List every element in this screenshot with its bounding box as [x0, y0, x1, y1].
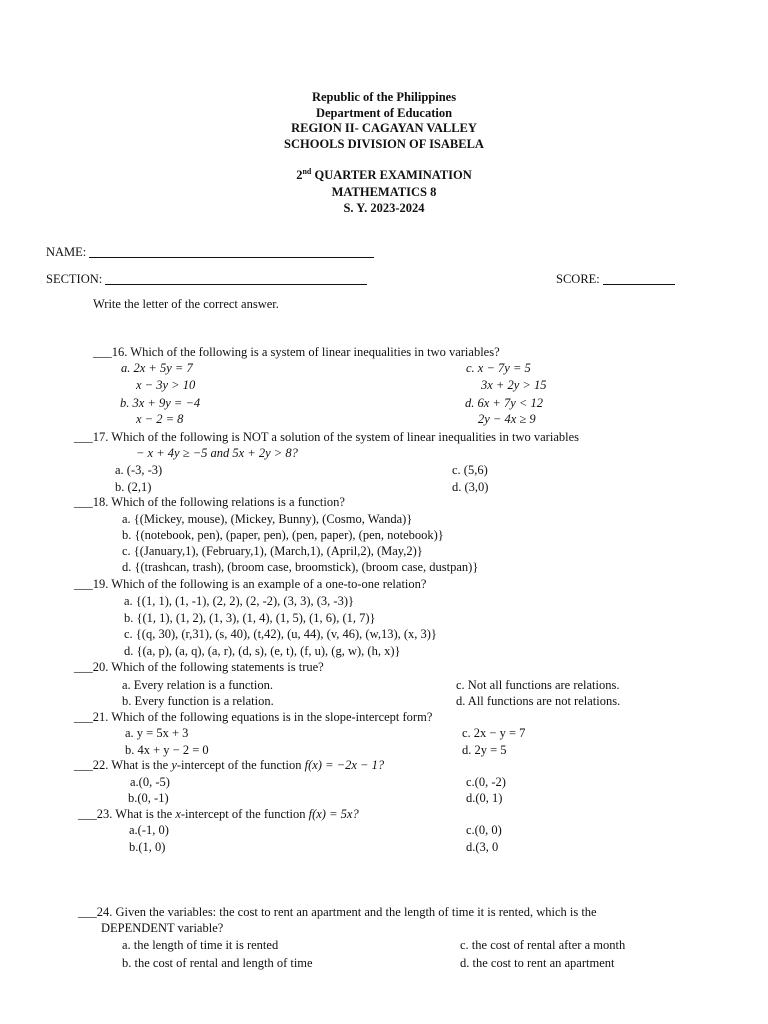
q23-option-d: d.(3, 0 [466, 840, 499, 854]
q19-option-d: d. {(a, p), (a, q), (a, r), (d, s), (e, t), (f, u), (g, w), (h, x)} [124, 644, 401, 658]
q22-stem-pre: ___22. What is the [74, 758, 172, 772]
q22-option-b: b.(0, -1) [128, 791, 169, 805]
q16-option-c-line2: 3x + 2y > 15 [481, 378, 547, 392]
q23-stem-fn: f(x) = 5x? [308, 807, 359, 821]
q20-option-c: c. Not all functions are relations. [456, 678, 620, 692]
q24-stem: ___24. Given the variables: the cost to rent an apartment and the length of time it is rented, which is the [78, 905, 597, 919]
exam-ordinal: 2 [296, 168, 303, 182]
q18-option-c: c. {(January,1), (February,1), (March,1), (April,2), (May,2)} [122, 544, 423, 558]
q24-option-c: c. the cost of rental after a month [460, 938, 626, 952]
q23-stem-pre: ___23. What is the [78, 807, 176, 821]
q23-stem-mid: -intercept of the function [180, 807, 309, 821]
q24-option-b: b. the cost of rental and length of time [122, 956, 313, 970]
q22-stem-fn: f(x) = −2x − 1? [304, 758, 385, 772]
q23-option-c: c.(0, 0) [466, 823, 502, 837]
q18-option-d: d. {(trashcan, trash), (broom case, broomstick), (broom case, dustpan)} [122, 560, 479, 574]
q23-stem-var: x [175, 807, 181, 821]
q22-stem-var: y [171, 758, 177, 772]
header-region: REGION II- CAGAYAN VALLEY [291, 121, 477, 135]
exam-title [0, 168, 768, 183]
q20-stem: ___20. Which of the following statements is true? [74, 660, 324, 674]
section-label: SECTION: [46, 272, 103, 286]
score-field[interactable] [556, 272, 675, 287]
q16-option-a-line2: x − 3y > 10 [136, 378, 196, 392]
name-label: NAME: [46, 245, 87, 259]
name-field[interactable] [46, 245, 374, 260]
q17-option-d: d. (3,0) [452, 480, 489, 494]
q16-option-a-line1: a. 2x + 5y = 7 [121, 361, 193, 375]
q22-option-a: a.(0, -5) [130, 775, 170, 789]
q19-stem: ___19. Which of the following is an example of a one-to-one relation? [74, 577, 427, 591]
q19-option-c: c. {(q, 30), (r,31), (s, 40), (t,42), (u, 44), (v, 46), (w,13), (x, 3)} [124, 627, 437, 641]
section-blank[interactable] [105, 272, 367, 285]
q23-option-b: b.(1, 0) [129, 840, 166, 854]
q18-option-a: a. {(Mickey, mouse), (Mickey, Bunny), (Cosmo, Wanda)} [122, 512, 413, 526]
school-year: S. Y. 2023-2024 [343, 201, 425, 215]
q22-stem-mid: -intercept of the function [176, 758, 305, 772]
q22-option-c: c.(0, -2) [466, 775, 506, 789]
q23-stem [78, 807, 359, 822]
q23-option-a: a.(-1, 0) [129, 823, 169, 837]
q22-option-d: d.(0, 1) [466, 791, 503, 805]
q19-option-b: b. {(1, 1), (1, 2), (1, 3), (1, 4), (1, 5), (1, 6), (1, 7)} [124, 611, 376, 625]
section-field[interactable] [46, 272, 367, 287]
q21-option-c: c. 2x − y = 7 [462, 726, 526, 740]
exam-ordinal-suffix: nd [302, 167, 312, 176]
header-division: SCHOOLS DIVISION OF ISABELA [284, 137, 484, 151]
q17-stem: ___17. Which of the following is NOT a solution of the system of linear inequalities in two variables [74, 430, 580, 444]
q20-option-b: b. Every function is a relation. [122, 694, 274, 708]
exam-title-text: QUARTER EXAMINATION [311, 168, 472, 182]
q16-option-d-line2: 2y − 4x ≥ 9 [478, 412, 536, 426]
q18-option-b: b. {(notebook, pen), (paper, pen), (pen, paper), (pen, notebook)} [122, 528, 444, 542]
name-blank[interactable] [89, 245, 374, 258]
q21-stem: ___21. Which of the following equations is in the slope-intercept form? [74, 710, 433, 724]
q18-stem: ___18. Which of the following relations is a function? [74, 495, 345, 509]
instructions: Write the letter of the correct answer. [93, 297, 279, 311]
q22-stem [74, 758, 384, 773]
q24-option-a: a. the length of time it is rented [122, 938, 279, 952]
header-department: Department of Education [315, 106, 453, 120]
q16-option-b-line1: b. 3x + 9y = −4 [120, 396, 201, 410]
q24-option-d: d. the cost to rent an apartment [460, 956, 615, 970]
subject-title: MATHEMATICS 8 [331, 185, 437, 199]
q17-option-c: c. (5,6) [452, 463, 488, 477]
q16-option-b-line2: x − 2 = 8 [136, 412, 184, 426]
score-blank[interactable] [603, 272, 675, 285]
q21-option-d: d. 2y = 5 [462, 743, 507, 757]
q17-option-b: b. (2,1) [115, 480, 152, 494]
q21-option-b: b. 4x + y − 2 = 0 [125, 743, 209, 757]
q17-option-a: a. (-3, -3) [115, 463, 163, 477]
q16-option-c-line1: c. x − 7y = 5 [466, 361, 531, 375]
q16-stem: ___16. Which of the following is a system of linear inequalities in two variables? [93, 345, 500, 359]
q16-option-d-line1: d. 6x + 7y < 12 [465, 396, 543, 410]
score-label: SCORE: [556, 272, 600, 286]
q24-stem-line2: DEPENDENT variable? [101, 921, 224, 935]
q17-stem-line2: − x + 4y ≥ −5 and 5x + 2y > 8? [136, 446, 298, 460]
q20-option-a: a. Every relation is a function. [122, 678, 273, 692]
q20-option-d: d. All functions are not relations. [456, 694, 621, 708]
header-republic: Republic of the Philippines [311, 90, 457, 104]
q21-option-a: a. y = 5x + 3 [125, 726, 189, 740]
q19-option-a: a. {(1, 1), (1, -1), (2, 2), (2, -2), (3, 3), (3, -3)} [124, 594, 354, 608]
